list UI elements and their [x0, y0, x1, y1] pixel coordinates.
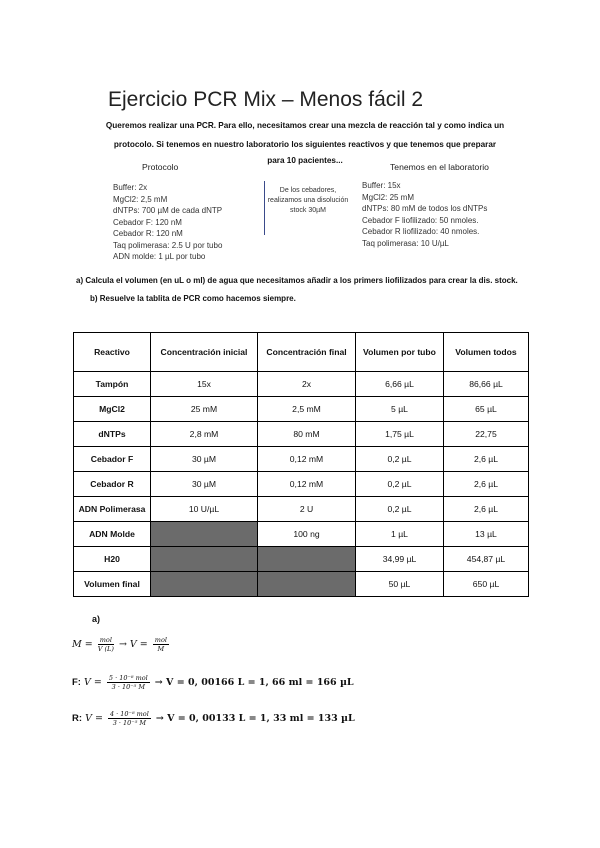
- reagent-cell: Cebador F: [74, 447, 151, 472]
- value-cell: 2,8 mM: [151, 422, 258, 447]
- value-cell: [258, 547, 356, 572]
- value-cell: 100 ng: [258, 522, 356, 547]
- value-cell: 25 mM: [151, 397, 258, 422]
- value-cell: 22,75: [444, 422, 529, 447]
- lab-heading: Tenemos en el laboratorio: [390, 162, 489, 172]
- value-cell: 50 µL: [356, 572, 444, 597]
- protocol-list: [113, 182, 222, 263]
- table-row: [74, 472, 529, 497]
- eq-arrow: → V =: [118, 639, 148, 650]
- eq-num: mol: [154, 636, 167, 644]
- value-cell: 30 µM: [151, 472, 258, 497]
- protocol-item: ADN molde: 1 µL por tubo: [113, 252, 206, 261]
- eq-lhs: M =: [72, 639, 93, 650]
- value-cell: 0,12 mM: [258, 472, 356, 497]
- protocol-item: dNTPs: 700 µM de cada dNTP: [113, 206, 223, 215]
- value-cell: 2,5 mM: [258, 397, 356, 422]
- equation-f: [72, 674, 354, 691]
- page-title: Ejercicio PCR Mix – Menos fácil 2: [108, 88, 424, 111]
- value-cell: 80 mM: [258, 422, 356, 447]
- reagent-cell: ADN Polimerasa: [74, 497, 151, 522]
- value-cell: 1 µL: [356, 522, 444, 547]
- eq-num: mol: [99, 636, 112, 644]
- eq-lhs: V =: [85, 713, 103, 724]
- value-cell: 0,2 µL: [356, 472, 444, 497]
- value-cell: 650 µL: [444, 572, 529, 597]
- reagent-cell: Volumen final: [74, 572, 151, 597]
- column-header: Volumen todos: [444, 333, 529, 372]
- lab-item: Buffer: 15x: [362, 181, 401, 190]
- eq-den: M: [157, 645, 165, 653]
- eq-num: 5 · 10⁻⁸ mol: [108, 674, 148, 682]
- protocol-item: Taq polimerasa: 2.5 U por tubo: [113, 240, 223, 250]
- value-cell: 65 µL: [444, 397, 529, 422]
- table-row: [74, 497, 529, 522]
- equation-r: [72, 710, 355, 727]
- table-row: [74, 447, 529, 472]
- value-cell: 10 U/µL: [151, 497, 258, 522]
- table-row: [74, 522, 529, 547]
- eq-result: → V = 0, 00166 L = 1, 66 ml = 166 µL: [154, 677, 354, 688]
- table-row: [74, 372, 529, 397]
- table-row: [74, 422, 529, 447]
- eq-result: → V = 0, 00133 L = 1, 33 ml = 133 µL: [155, 713, 355, 724]
- value-cell: 2 U: [258, 497, 356, 522]
- value-cell: [258, 572, 356, 597]
- intro-line: para 10 pacientes...: [267, 156, 343, 165]
- intro-line: Queremos realizar una PCR. Para ello, necesitamos crear una mezcla de reacción tal y como indica un: [105, 121, 505, 130]
- value-cell: 6,66 µL: [356, 372, 444, 397]
- value-cell: 0,2 µL: [356, 497, 444, 522]
- value-cell: 2,6 µL: [444, 497, 529, 522]
- reagent-cell: dNTPs: [74, 422, 151, 447]
- equation-molarity: [72, 636, 171, 653]
- value-cell: 30 µM: [151, 447, 258, 472]
- eq-prefix: F:: [72, 677, 81, 688]
- lab-item: Cebador F liofilizado: 50 nmoles.: [362, 215, 479, 225]
- reagent-cell: ADN Molde: [74, 522, 151, 547]
- column-header: Reactivo: [74, 333, 151, 372]
- lab-item: Cebador R liofilizado: 40 nmoles.: [362, 227, 480, 236]
- question-b: b) Resuelve la tablita de PCR como hacemos siempre.: [90, 294, 296, 303]
- value-cell: 5 µL: [356, 397, 444, 422]
- reagent-cell: MgCl2: [74, 397, 151, 422]
- column-header: Volumen por tubo: [356, 333, 444, 372]
- protocol-item: MgCl2: 2,5 mM: [113, 194, 168, 204]
- value-cell: [151, 547, 258, 572]
- value-cell: 0,12 mM: [258, 447, 356, 472]
- question-a: a) Calcula el volumen (en uL o ml) de agua que necesitamos añadir a los primers liofilizados para crear la dis. stock.: [76, 276, 518, 285]
- value-cell: 34,99 µL: [356, 547, 444, 572]
- value-cell: 86,66 µL: [444, 372, 529, 397]
- value-cell: 15x: [151, 372, 258, 397]
- lab-item: Taq polimerasa: 10 U/µL: [362, 238, 449, 248]
- value-cell: [151, 522, 258, 547]
- protocol-item: Cebador F: 120 nM: [113, 217, 182, 227]
- reagent-cell: Cebador R: [74, 472, 151, 497]
- value-cell: 0,2 µL: [356, 447, 444, 472]
- divider: [264, 181, 265, 235]
- protocol-item: Buffer: 2x: [113, 183, 148, 192]
- value-cell: 2,6 µL: [444, 447, 529, 472]
- value-cell: [151, 572, 258, 597]
- reagent-cell: Tampón: [74, 372, 151, 397]
- lab-list: [362, 180, 487, 249]
- eq-den: 3 · 10⁻⁵ M: [111, 683, 145, 691]
- column-header: Concentración inicial: [151, 333, 258, 372]
- protocol-heading: Protocolo: [142, 162, 179, 172]
- eq-lhs: V =: [84, 677, 102, 688]
- protocol-item: Cebador R: 120 nM: [113, 229, 183, 238]
- eq-den: 3 · 10⁻⁵ M: [112, 719, 147, 727]
- stock-note: De los cebadores, realizamos una disolución stock 30µM: [267, 187, 349, 214]
- value-cell: 454,87 µL: [444, 547, 529, 572]
- value-cell: 13 µL: [444, 522, 529, 547]
- table-row: [74, 547, 529, 572]
- value-cell: 2,6 µL: [444, 472, 529, 497]
- table-row: [74, 397, 529, 422]
- eq-prefix: R:: [72, 713, 83, 724]
- eq-den: V (L): [97, 645, 114, 653]
- pcr-table: [73, 332, 529, 597]
- lab-item: MgCl2: 25 mM: [362, 192, 415, 202]
- reagent-cell: H20: [74, 547, 151, 572]
- value-cell: 1,75 µL: [356, 422, 444, 447]
- table-row: [74, 572, 529, 597]
- answer-label: a): [92, 614, 101, 624]
- lab-item: dNTPs: 80 mM de todos los dNTPs: [362, 204, 488, 213]
- intro-line: protocolo. Si tenemos en nuestro laboratorio los siguientes reactivos y que tenemos que preparar: [113, 140, 497, 149]
- value-cell: 2x: [258, 372, 356, 397]
- column-header: Concentración final: [258, 333, 356, 372]
- eq-num: 4 · 10⁻⁸ mol: [109, 710, 149, 718]
